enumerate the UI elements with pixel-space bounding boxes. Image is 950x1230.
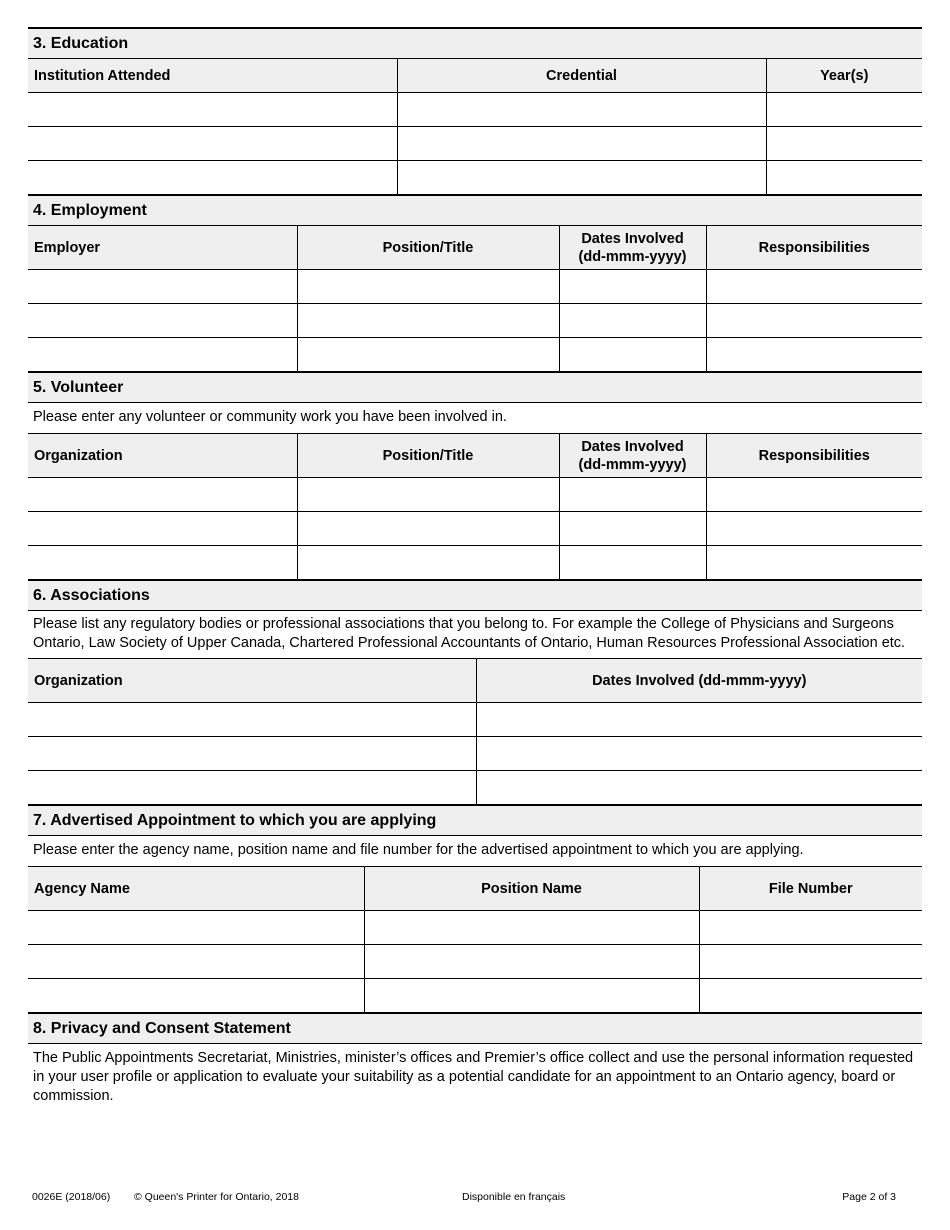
header-institution: Institution Attended: [28, 59, 397, 93]
form-number: 0026E (2018/06): [32, 1191, 111, 1203]
table-row: [28, 93, 922, 127]
position-name-field[interactable]: [364, 979, 699, 1013]
table-row: [28, 512, 922, 546]
agency-name-field[interactable]: [28, 911, 364, 945]
position-name-field[interactable]: [364, 945, 699, 979]
responsibilities-field[interactable]: [706, 546, 922, 580]
years-field[interactable]: [766, 93, 922, 127]
section-title-volunteer: 5. Volunteer: [28, 371, 922, 403]
years-field[interactable]: [766, 161, 922, 195]
language-note: Disponible en français: [462, 1191, 566, 1203]
table-row: [28, 546, 922, 580]
position-title-field[interactable]: [297, 546, 559, 580]
table-row: [28, 911, 922, 945]
dates-involved-field[interactable]: [476, 737, 922, 771]
education-table: [28, 59, 922, 194]
associations-instruction: Please list any regulatory bodies or professional associations that you belong to. For example the College of Physicians and Surgeons Ontario, Law Society of Upper Canada, Chartered Professional Accountants of Ontario, Human Resources Professional Association etc.: [28, 611, 922, 659]
file-number-field[interactable]: [699, 945, 922, 979]
section-title-associations: 6. Associations: [28, 579, 922, 611]
table-row: [28, 304, 922, 338]
dates-involved-field[interactable]: [559, 546, 706, 580]
header-position-title: Position/Title: [297, 226, 559, 270]
responsibilities-field[interactable]: [706, 270, 922, 304]
position-name-field[interactable]: [364, 911, 699, 945]
agency-name-field[interactable]: [28, 945, 364, 979]
application-form: [28, 27, 922, 1111]
volunteer-table: [28, 434, 922, 579]
dates-involved-field[interactable]: [476, 771, 922, 805]
institution-field[interactable]: [28, 127, 397, 161]
table-row: [28, 979, 922, 1013]
header-years: Year(s): [766, 59, 922, 93]
employer-field[interactable]: [28, 270, 297, 304]
associations-table: [28, 659, 922, 804]
position-title-field[interactable]: [297, 338, 559, 372]
header-organization: Organization: [28, 659, 476, 703]
agency-name-field[interactable]: [28, 979, 364, 1013]
header-position-name: Position Name: [364, 867, 699, 911]
header-employer: Employer: [28, 226, 297, 270]
employment-table: [28, 226, 922, 371]
dates-involved-field[interactable]: [559, 304, 706, 338]
credential-field[interactable]: [397, 161, 766, 195]
volunteer-instruction: Please enter any volunteer or community work you have been involved in.: [28, 403, 922, 434]
dates-involved-field[interactable]: [559, 478, 706, 512]
table-row: [28, 478, 922, 512]
position-title-field[interactable]: [297, 270, 559, 304]
appointment-table: [28, 867, 922, 1012]
section-title-privacy: 8. Privacy and Consent Statement: [28, 1012, 922, 1044]
table-row: [28, 338, 922, 372]
table-row: [28, 161, 922, 195]
credential-field[interactable]: [397, 93, 766, 127]
copyright: © Queen's Printer for Ontario, 2018: [134, 1191, 299, 1203]
header-responsibilities: Responsibilities: [706, 434, 922, 478]
table-row: [28, 270, 922, 304]
table-row: [28, 703, 922, 737]
credential-field[interactable]: [397, 127, 766, 161]
organization-field[interactable]: [28, 737, 476, 771]
table-row: [28, 737, 922, 771]
header-dates-involved: Dates Involved (dd-mmm-yyyy): [559, 226, 706, 270]
table-row: [28, 127, 922, 161]
header-file-number: File Number: [699, 867, 922, 911]
organization-field[interactable]: [28, 703, 476, 737]
table-row: [28, 945, 922, 979]
header-position-title: Position/Title: [297, 434, 559, 478]
header-dates-involved: Dates Involved (dd-mmm-yyyy): [559, 434, 706, 478]
organization-field[interactable]: [28, 771, 476, 805]
institution-field[interactable]: [28, 161, 397, 195]
responsibilities-field[interactable]: [706, 304, 922, 338]
privacy-statement: The Public Appointments Secretariat, Ministries, minister’s offices and Premier’s office collect and use the personal information requested in your user profile or application to evaluate your suitability as a potential candidate for an appointment to an Ontario agency, board or commission.: [33, 1050, 914, 1104]
file-number-field[interactable]: [699, 979, 922, 1013]
section-title-employment: 4. Employment: [28, 194, 922, 226]
responsibilities-field[interactable]: [706, 478, 922, 512]
years-field[interactable]: [766, 127, 922, 161]
organization-field[interactable]: [28, 546, 297, 580]
position-title-field[interactable]: [297, 478, 559, 512]
employer-field[interactable]: [28, 304, 297, 338]
dates-involved-field[interactable]: [559, 512, 706, 546]
section-title-education: 3. Education: [28, 27, 922, 59]
position-title-field[interactable]: [297, 512, 559, 546]
responsibilities-field[interactable]: [706, 512, 922, 546]
table-row: [28, 771, 922, 805]
header-dates-involved: Dates Involved (dd-mmm-yyyy): [476, 659, 922, 703]
position-title-field[interactable]: [297, 304, 559, 338]
section-title-appointment: 7. Advertised Appointment to which you are applying: [28, 804, 922, 836]
dates-involved-field[interactable]: [476, 703, 922, 737]
file-number-field[interactable]: [699, 911, 922, 945]
responsibilities-field[interactable]: [706, 338, 922, 372]
organization-field[interactable]: [28, 512, 297, 546]
header-credential: Credential: [397, 59, 766, 93]
dates-involved-field[interactable]: [559, 270, 706, 304]
header-responsibilities: Responsibilities: [706, 226, 922, 270]
header-organization: Organization: [28, 434, 297, 478]
header-agency-name: Agency Name: [28, 867, 364, 911]
dates-involved-field[interactable]: [559, 338, 706, 372]
page-number: Page 2 of 3: [842, 1191, 896, 1203]
organization-field[interactable]: [28, 478, 297, 512]
institution-field[interactable]: [28, 93, 397, 127]
appointment-instruction: Please enter the agency name, position name and file number for the advertised appointment to which you are applying.: [28, 836, 922, 867]
employer-field[interactable]: [28, 338, 297, 372]
